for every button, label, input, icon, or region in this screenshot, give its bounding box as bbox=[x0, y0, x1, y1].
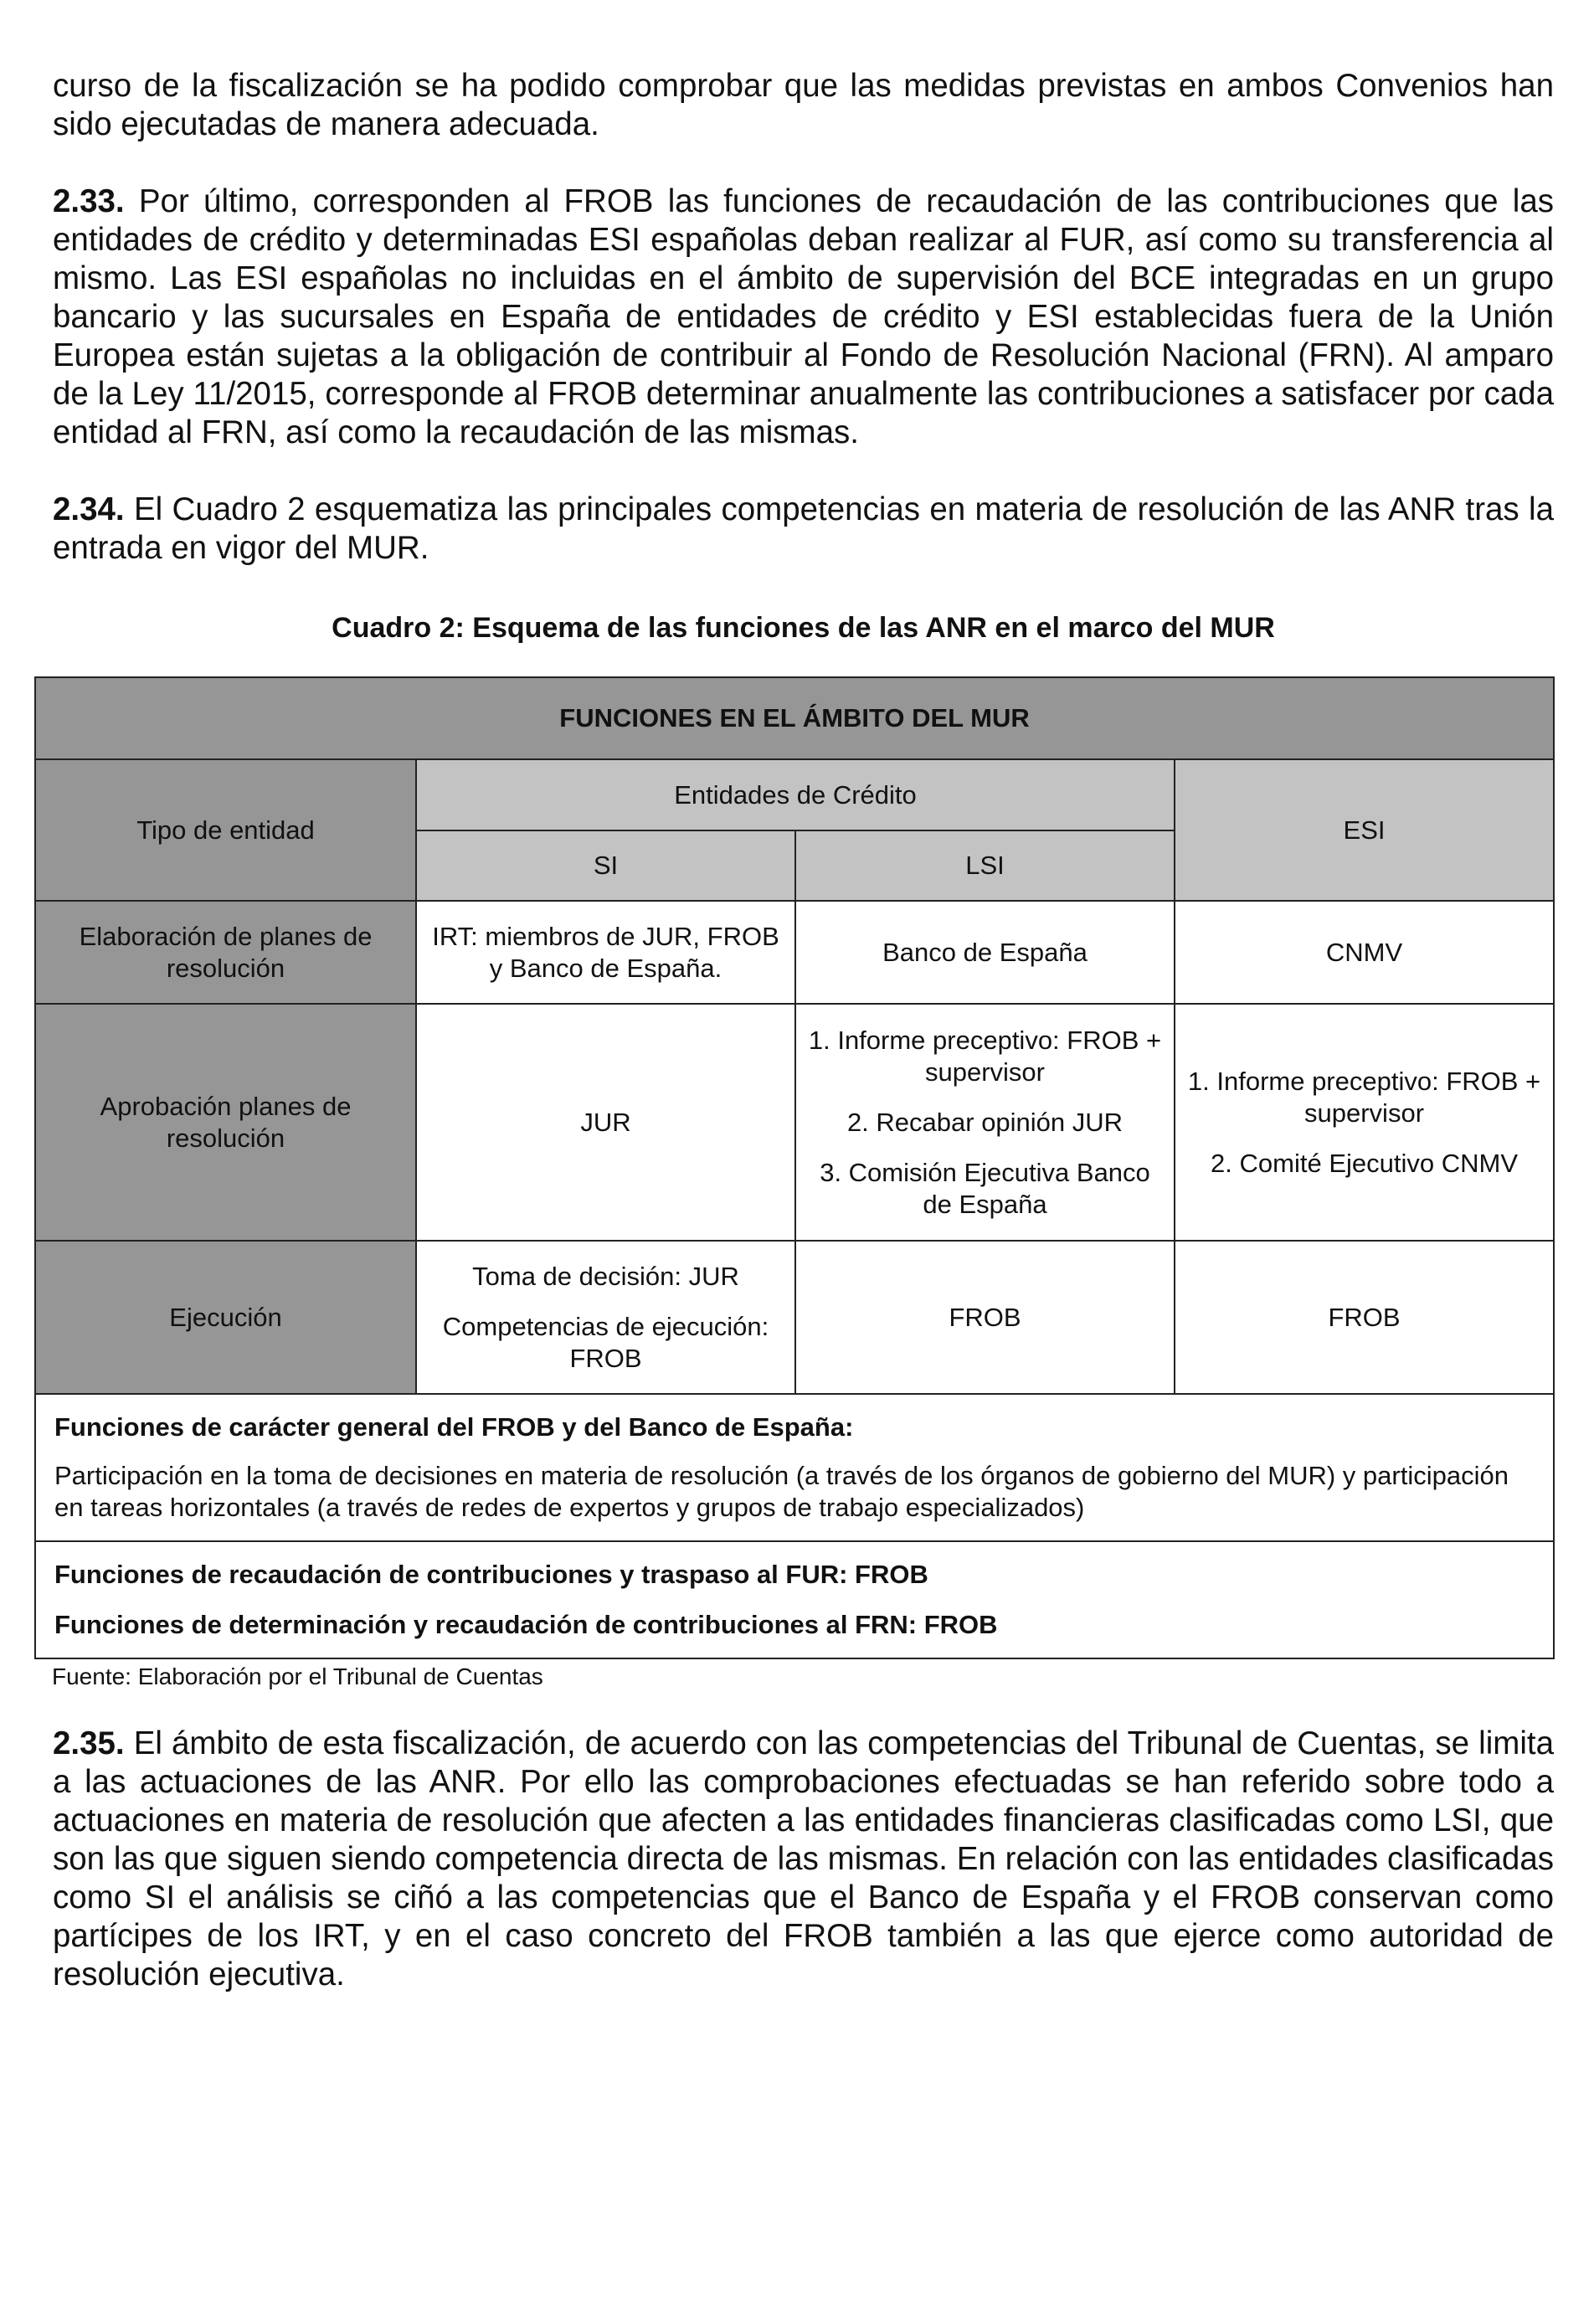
header-lsi: LSI bbox=[795, 830, 1175, 901]
row-label-elaboracion: Elaboración de planes de resolución bbox=[35, 901, 416, 1004]
cell-item: 2. Recabar opinión JUR bbox=[846, 1107, 1124, 1137]
paragraph-number: 2.35. bbox=[53, 1725, 125, 1761]
cell-ejecucion-esi: FROB bbox=[1175, 1241, 1554, 1394]
fur-collection-text: Funciones de recaudación de contribuciones y traspaso al FUR: FROB bbox=[54, 1560, 928, 1589]
row-label-aprobacion: Aprobación planes de resolución bbox=[35, 1004, 416, 1241]
document-page bbox=[53, 67, 1554, 1994]
table-source: Fuente: Elaboración por el Tribunal de Cuentas bbox=[52, 1663, 543, 1689]
cell-item: 3. Comisión Ejecutiva Banco de España bbox=[820, 1157, 1150, 1219]
header-entidades-credito: Entidades de Crédito bbox=[416, 759, 1175, 830]
cell-ejecucion-si bbox=[416, 1241, 795, 1394]
collection-functions-block bbox=[35, 1541, 1554, 1658]
frn-collection-text: Funciones de determinación y recaudación de contribuciones al FRN: FROB bbox=[54, 1610, 998, 1639]
cell-item: 1. Informe preceptivo: FROB + supervisor bbox=[808, 1025, 1162, 1087]
paragraph-number: 2.33. bbox=[53, 183, 125, 219]
cell-aprobacion-lsi bbox=[795, 1004, 1175, 1241]
paragraph-intro: curso de la fiscalización se ha podido comprobar que las medidas previstas en ambos Convenios han sido ejecutadas de manera adecuada. bbox=[53, 68, 1554, 142]
cell-aprobacion-si: JUR bbox=[416, 1004, 795, 1241]
cell-item: 2. Comité Ejecutivo CNMV bbox=[1211, 1148, 1518, 1178]
cell-item: Competencias de ejecución: FROB bbox=[442, 1311, 769, 1373]
paragraph-2-34 bbox=[53, 491, 1554, 568]
general-functions-text: Participación en la toma de decisiones en materia de resolución (a través de los órganos de gobierno del MUR) y participación en tareas horizontales (a través de redes de expertos y grupos de trabajo especializados) bbox=[54, 1461, 1509, 1522]
header-si: SI bbox=[416, 830, 795, 901]
table-main-header: FUNCIONES EN EL ÁMBITO DEL MUR bbox=[35, 677, 1554, 759]
paragraph-text: El ámbito de esta fiscalización, de acuerdo con las competencias del Tribunal de Cuentas, se limita a las actuaciones de las ANR. Por ello las comprobaciones efectuadas se han referido sobre todo a actuaciones en materia de resolución que afecten a las entidades financieras clasificadas como LSI, que son las que siguen siendo competencia directa de las mismas. En relación con las entidades clasificadas como SI el análisis se ciñó a las competencias que el Banco de España y el FROB conservan como partícipes de los IRT, y en el caso concreto del FROB también a las que ejerce como autoridad de resolución ejecutiva. bbox=[53, 1725, 1554, 1992]
cell-elaboracion-esi: CNMV bbox=[1175, 901, 1554, 1004]
general-functions-title: Funciones de carácter general del FROB y del Banco de España: bbox=[54, 1412, 854, 1442]
general-functions-block bbox=[35, 1394, 1554, 1541]
paragraph-number: 2.34. bbox=[53, 491, 125, 527]
table-caption: Cuadro 2: Esquema de las funciones de las ANR en el marco del MUR bbox=[332, 612, 1275, 644]
cell-elaboracion-lsi: Banco de España bbox=[795, 901, 1175, 1004]
header-esi: ESI bbox=[1175, 759, 1554, 901]
cell-item: Toma de decisión: JUR bbox=[472, 1261, 739, 1291]
header-tipo-entidad: Tipo de entidad bbox=[35, 759, 416, 901]
functions-table bbox=[34, 676, 1555, 1659]
cell-aprobacion-esi bbox=[1175, 1004, 1554, 1241]
paragraph-text: Por último, corresponden al FROB las funciones de recaudación de las contribuciones que las entidades de crédito y determinadas ESI españolas deban realizar al FUR, así como su transferencia al mismo. Las ESI españolas no incluidas en el ámbito de supervisión del BCE integradas en un grupo bancario y las sucursales en España de entidades de crédito y ESI establecidas fuera de la Unión Europea están sujetas a la obligación de contribuir al Fondo de Resolución Nacional (FRN). Al amparo de la Ley 11/2015, corresponde al FROB determinar anualmente las contribuciones a satisfacer por cada entidad al FRN, así como la recaudación de las mismas. bbox=[53, 183, 1554, 450]
paragraph-2-33 bbox=[53, 183, 1554, 452]
paragraph-2-35 bbox=[53, 1725, 1554, 1994]
cell-item: 1. Informe preceptivo: FROB + supervisor bbox=[1187, 1066, 1541, 1128]
paragraph-text: El Cuadro 2 esquematiza las principales competencias en materia de resolución de las ANR tras la entrada en vigor del MUR. bbox=[53, 491, 1554, 566]
cell-ejecucion-lsi: FROB bbox=[795, 1241, 1175, 1394]
cell-elaboracion-si: IRT: miembros de JUR, FROB y Banco de España. bbox=[416, 901, 795, 1004]
row-label-ejecucion: Ejecución bbox=[35, 1241, 416, 1394]
